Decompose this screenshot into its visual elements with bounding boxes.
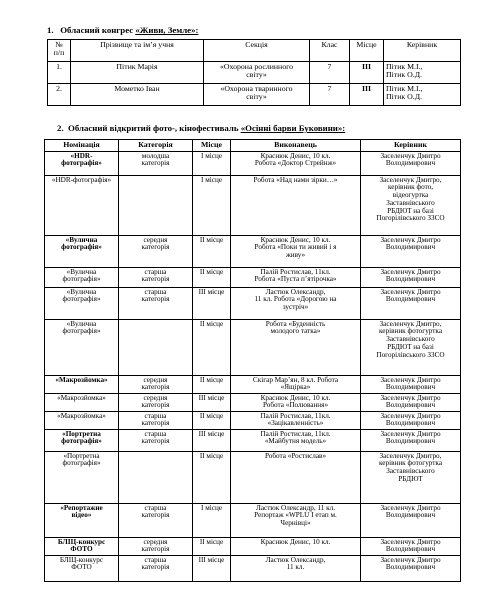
header-leader: Керівник	[361, 140, 461, 152]
cell-place: І місце	[193, 176, 231, 236]
cell-nomination: «Макрозйомка»	[45, 376, 119, 394]
table-row	[48, 84, 461, 106]
cell-place: ІІІ місце	[193, 430, 231, 452]
cell-place: ІІІ місце	[193, 556, 231, 582]
cell-nomination: «HDR- фотографія»	[45, 152, 119, 176]
table-row	[45, 268, 461, 288]
cell-place: ІІ місце	[193, 452, 231, 504]
table-header-row	[45, 140, 461, 152]
table-row	[45, 288, 461, 320]
cell-performer: Скігар Мар’ян, 8 кл. Робота «Ящірка»	[231, 376, 361, 394]
cell-section: «Охорона тваринного світу»	[204, 84, 310, 106]
cell-leader: Заселенчук Дмитро Володимирович	[361, 538, 461, 556]
cell-leader: Заселенчук Дмитро Володимирович	[361, 504, 461, 538]
cell-performer: Робота «Ростислав»	[231, 452, 361, 504]
cell-category: старша категорія	[119, 556, 193, 582]
section-2-title	[57, 124, 345, 134]
cell-category: молодша категорія	[119, 152, 193, 176]
cell-place: ІІ місце	[193, 236, 231, 268]
table-row	[45, 376, 461, 394]
cell-nomination: «Портретна фотографія»	[45, 452, 119, 504]
section-2-number: 2.	[57, 123, 64, 133]
section-1-title-emph: «Живи, Земле»:	[135, 25, 199, 35]
header-class: Клас	[310, 40, 350, 62]
cell-category: старша категорія	[119, 288, 193, 320]
cell-leader: Пітик М.І., Пітик О.Д.	[384, 84, 461, 106]
section-2-title-plain: Обласний відкритий фото-, кінофестиваль	[68, 123, 241, 133]
cell-performer: Краснюк Денис, 10 кл. Робота «Полювання»	[231, 394, 361, 412]
cell-nomination: «Вулична фотографія»	[45, 320, 119, 376]
cell-place: ІІІ	[350, 84, 384, 106]
table-row	[48, 62, 461, 84]
cell-performer: Палій Ростислав, 11кл. Робота «Пуста п’ятірочка»	[231, 268, 361, 288]
table-row	[45, 236, 461, 268]
cell-leader: Заселенчук Дмитро Володимирович	[361, 430, 461, 452]
cell-nomination: «Вулична фотографія»	[45, 236, 119, 268]
cell-nomination: «Вулична фотографія»	[45, 288, 119, 320]
cell-place: ІІ місце	[193, 268, 231, 288]
cell-leader: Заселенчук Дмитро Володимирович	[361, 412, 461, 430]
table-row	[45, 412, 461, 430]
cell-nomination: «Репортажне відео»	[45, 504, 119, 538]
header-leader: Керівник	[384, 40, 461, 62]
cell-nomination: «Макрозйомка»	[45, 394, 119, 412]
cell-performer: Робота «Буденність молодого татка»	[231, 320, 361, 376]
cell-leader: Заселенчук Дмитро, керівник фотогуртка Заставнівського РБДЮТ на базі Погорілівського ЗЗСО	[361, 320, 461, 376]
header-place: Місце	[350, 40, 384, 62]
cell-nomination: БЛІЦ-конкурс ФОТО	[45, 556, 119, 582]
cell-class: 7	[310, 62, 350, 84]
cell-category: старша категорія	[119, 430, 193, 452]
photo-festival-results-table	[44, 139, 461, 582]
cell-place: ІІІ місце	[193, 288, 231, 320]
table-row	[45, 152, 461, 176]
cell-student-name: Мометко Іван	[71, 84, 204, 106]
section-1-number: 1.	[47, 25, 54, 35]
cell-leader: Заселенчук Дмитро Володимирович	[361, 376, 461, 394]
cell-section: «Охорона рослинного світу»	[204, 62, 310, 84]
cell-performer: Краснюк Денис, 10 кл.	[231, 538, 361, 556]
cell-category	[119, 320, 193, 376]
section-1-title	[47, 26, 198, 36]
cell-class: 7	[310, 84, 350, 106]
cell-leader: Заселенчук Дмитро, керівник фото, відеогуртка Заставнівського РБДЮТ на базі Погорілівського ЗЗСО	[361, 176, 461, 236]
cell-category: середня категорія	[119, 538, 193, 556]
cell-nomination: «Макрозйомка»	[45, 412, 119, 430]
header-performer: Виконавець	[231, 140, 361, 152]
table-row	[45, 176, 461, 236]
header-nomination: Номінація	[45, 140, 119, 152]
cell-performer: Краснюк Денис, 10 кл. Робота «Поки ти живий і я живу»	[231, 236, 361, 268]
cell-leader: Заселенчук Дмитро Володимирович	[361, 394, 461, 412]
cell-place: ІІ місце	[193, 538, 231, 556]
table-row	[45, 538, 461, 556]
cell-performer: Краснюк Денис, 10 кл. Робота «Доктор Стрейнж»	[231, 152, 361, 176]
cell-place: ІІ місце	[193, 320, 231, 376]
cell-leader: Заселенчук Дмитро Володимирович	[361, 152, 461, 176]
cell-leader: Заселенчук Дмитро Володимирович	[361, 236, 461, 268]
cell-leader: Заселенчук Дмитро Володимирович	[361, 556, 461, 582]
cell-category: старша категорія	[119, 268, 193, 288]
cell-leader: Заселенчук Дмитро, керівник фотогуртка Заставнівського РБДЮТ	[361, 452, 461, 504]
table-row	[45, 430, 461, 452]
table-row	[45, 452, 461, 504]
cell-leader: Пітик М.І., Пітик О.Д.	[384, 62, 461, 84]
table-row	[45, 394, 461, 412]
cell-performer: Палій Ростислав, 11кл. «Зацікавленність»	[231, 412, 361, 430]
header-name: Прізвище та ім’я учня	[71, 40, 204, 62]
cell-category	[119, 176, 193, 236]
cell-performer: Палій Ростислав, 11кл. «Майбутня модель»	[231, 430, 361, 452]
cell-nomination: БЛІЦ-конкурс ФОТО	[45, 538, 119, 556]
cell-place: І місце	[193, 152, 231, 176]
header-place: Місце	[193, 140, 231, 152]
congress-results-table	[47, 39, 461, 106]
cell-place: ІІІ	[350, 62, 384, 84]
cell-performer: Робота «Над нами зірки…»	[231, 176, 361, 236]
section-2-title-emph: «Осінні барви Буковини»:	[240, 123, 346, 133]
cell-category: середня категорія	[119, 236, 193, 268]
cell-leader: Заселенчук Дмитро Володимирович	[361, 268, 461, 288]
table-header-row	[48, 40, 461, 62]
header-category: Категорія	[119, 140, 193, 152]
table-row	[45, 504, 461, 538]
cell-nomination: «HDR-фотографія»	[45, 176, 119, 236]
cell-num: 1.	[48, 62, 71, 84]
table-row	[45, 556, 461, 582]
cell-student-name: Пітик Марія	[71, 62, 204, 84]
cell-leader: Заселенчук Дмитро Володимирович	[361, 288, 461, 320]
cell-place: І місце	[193, 504, 231, 538]
cell-performer: Ластюк Олександр, 11 кл.	[231, 556, 361, 582]
header-section: Секція	[204, 40, 310, 62]
cell-place: ІІІ місце	[193, 394, 231, 412]
section-1-title-plain: Обласний конгрес	[60, 25, 136, 35]
cell-num: 2.	[48, 84, 71, 106]
cell-place: ІІ місце	[193, 412, 231, 430]
cell-category: старша категорія	[119, 412, 193, 430]
cell-category	[119, 452, 193, 504]
cell-performer: Ластюк Олександр, 11 кл. Репортаж «WPLU I етап м. Чернівці»	[231, 504, 361, 538]
cell-place: ІІ місце	[193, 376, 231, 394]
cell-category: середня категорія	[119, 394, 193, 412]
cell-performer: Ластюк Олександр, 11 кл. Робота «Дорогою на зустріч»	[231, 288, 361, 320]
cell-nomination: «Вулична фотографія»	[45, 268, 119, 288]
header-num: № п/п	[48, 40, 71, 62]
table-row	[45, 320, 461, 376]
cell-category: середня категорія	[119, 376, 193, 394]
cell-category: старша категорія	[119, 504, 193, 538]
cell-nomination: «Портретна фотографія»	[45, 430, 119, 452]
